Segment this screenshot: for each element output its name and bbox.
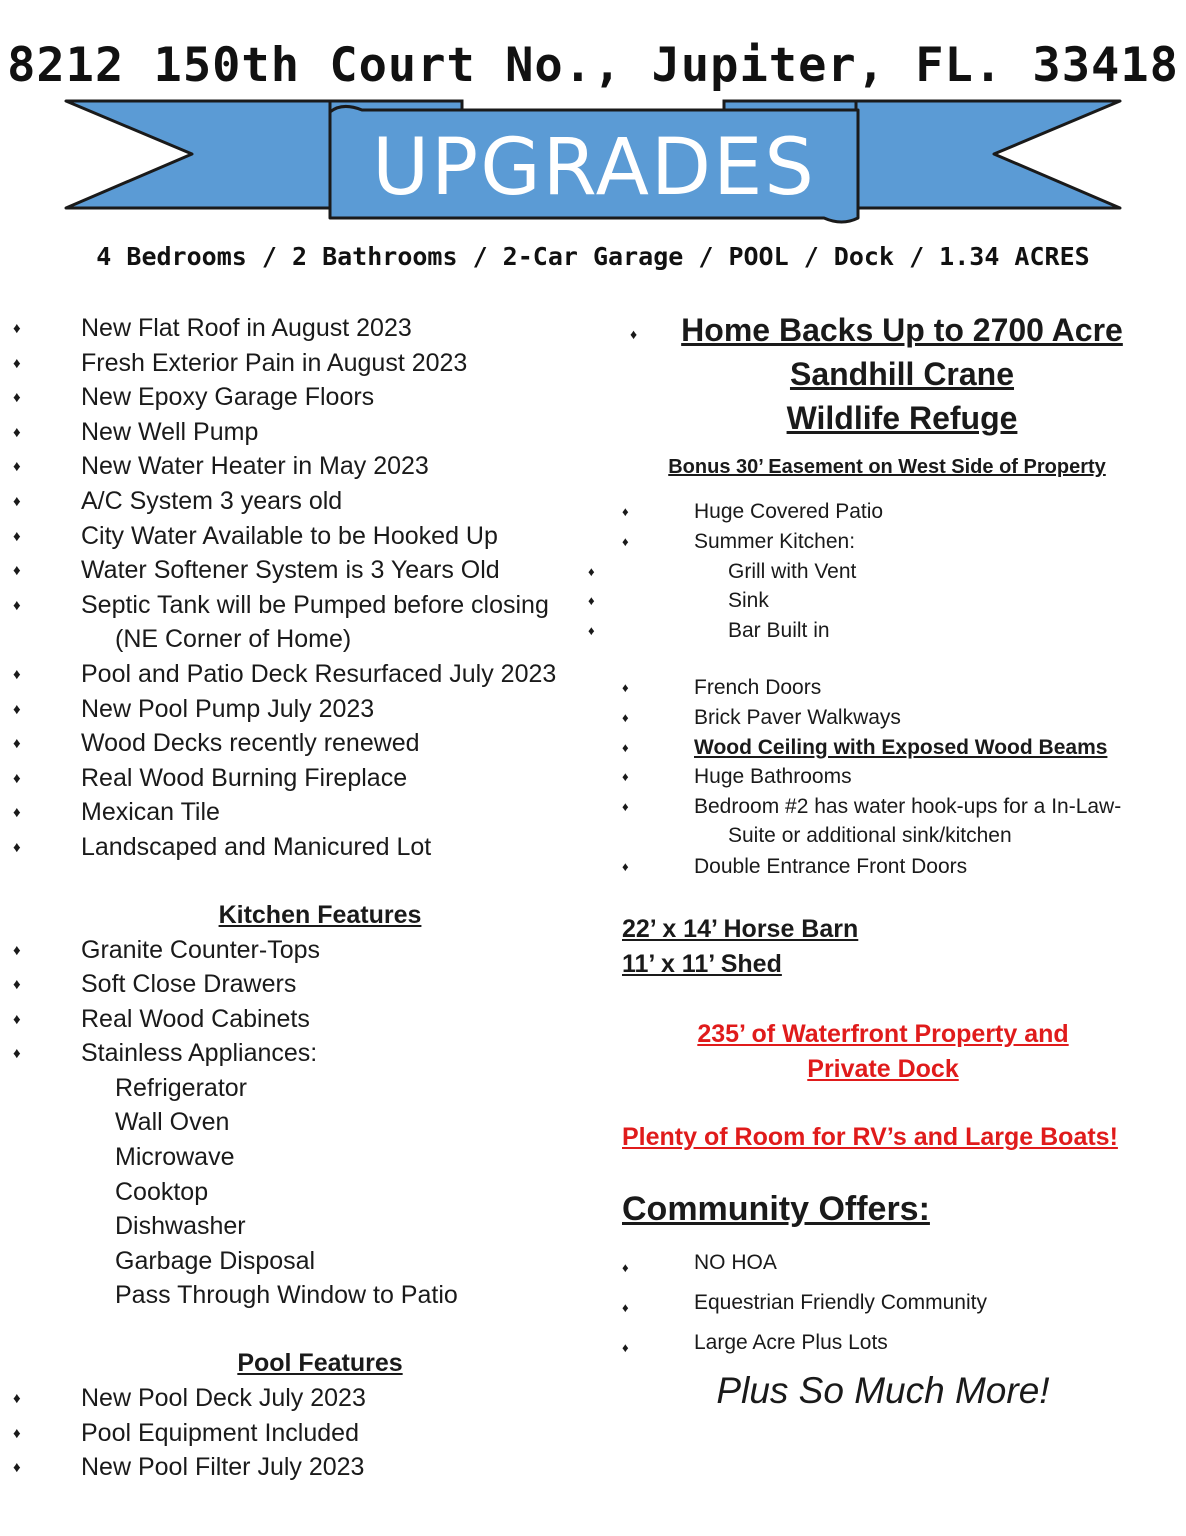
closing-tagline: Plus So Much More! xyxy=(716,1369,1050,1411)
waterfront-line: 235’ of Waterfront Property and xyxy=(697,1019,1069,1048)
list-item: ♦ Bedroom #2 has water hook-ups for a In-Law- xyxy=(658,792,1186,821)
list-item: ♦ New Epoxy Garage Floors xyxy=(47,380,647,415)
upgrades-list xyxy=(0,311,600,865)
list-item: ♦ Huge Bathrooms xyxy=(658,762,1186,792)
diamond-bullet-icon: ♦ xyxy=(13,458,21,476)
list-item: ♦ City Water Available to be Hooked Up xyxy=(47,519,647,554)
list-item: Refrigerator xyxy=(115,1073,247,1102)
list-item: ♦ Large Acre Plus Lots xyxy=(658,1323,1186,1363)
list-item: ♦ Wood Decks recently renewed xyxy=(47,726,647,761)
list-item: ♦ Water Softener System is 3 Years Old xyxy=(47,553,647,588)
diamond-bullet-icon: ♦ xyxy=(13,492,21,510)
horse-barn: 22’ x 14’ Horse Barn xyxy=(622,914,859,943)
list-item: ♦ Huge Covered Patio xyxy=(658,497,1186,527)
interior-list xyxy=(622,673,1162,882)
list-item: ♦ Equestrian Friendly Community xyxy=(658,1283,1186,1323)
diamond-bullet-icon: ♦ xyxy=(13,354,21,372)
diamond-bullet-icon: ♦ xyxy=(13,1045,21,1063)
list-item: ♦ Wood Ceiling with Exposed Wood Beams xyxy=(658,733,1186,763)
diamond-bullet-icon: ♦ xyxy=(588,593,595,609)
diamond-bullet-icon: ♦ xyxy=(622,1299,629,1315)
diamond-bullet-icon: ♦ xyxy=(13,320,21,337)
community-heading: Community Offers: xyxy=(622,1189,930,1228)
list-item: ♦ New Well Pump xyxy=(47,415,647,450)
diamond-bullet-icon: ♦ xyxy=(13,700,21,718)
list-item: ♦ Granite Counter-Tops xyxy=(47,933,647,968)
list-item: ♦ French Doors xyxy=(658,673,1186,703)
diamond-bullet-icon: ♦ xyxy=(622,739,629,755)
list-item: ♦ Brick Paver Walkways xyxy=(658,703,1186,733)
list-item: ♦ Septic Tank will be Pumped before closing xyxy=(47,588,647,623)
diamond-bullet-icon: ♦ xyxy=(622,769,629,785)
diamond-bullet-icon: ♦ xyxy=(13,804,21,822)
refuge-line: Sandhill Crane xyxy=(789,356,1015,392)
diamond-bullet-icon: ♦ xyxy=(13,665,21,683)
diamond-bullet-icon: ♦ xyxy=(13,976,21,994)
diamond-bullet-icon: ♦ xyxy=(622,859,629,875)
diamond-bullet-icon: ♦ xyxy=(622,1339,629,1355)
list-item: ♦ Real Wood Cabinets xyxy=(47,1002,647,1037)
diamond-bullet-icon: ♦ xyxy=(13,596,21,614)
property-specs: 4 Bedrooms / 2 Bathrooms / 2-Car Garage / POOL / Dock / 1.34 ACRES xyxy=(96,242,1090,271)
list-item: ♦ Double Entrance Front Doors xyxy=(658,852,1186,882)
diamond-bullet-icon: ♦ xyxy=(13,1459,21,1477)
diamond-bullet-icon: ♦ xyxy=(630,326,638,342)
list-item: Dishwasher xyxy=(115,1212,246,1241)
diamond-bullet-icon: ♦ xyxy=(13,527,21,545)
list-item: ♦ New Pool Filter July 2023 xyxy=(47,1450,647,1485)
list-item: Wall Oven xyxy=(115,1108,230,1137)
list-item: ♦ Landscaped and Manicured Lot xyxy=(47,830,647,865)
list-item: Microwave xyxy=(115,1143,235,1172)
outdoor-list xyxy=(588,497,1162,646)
property-address: 8212 150th Court No., Jupiter, FL. 33418 xyxy=(7,38,1179,93)
diamond-bullet-icon: ♦ xyxy=(13,735,21,753)
list-item: ♦ Pool and Patio Deck Resurfaced July 2023 xyxy=(47,657,647,692)
kitchen-heading: Kitchen Features xyxy=(218,900,422,929)
list-item: ♦ Stainless Appliances: xyxy=(47,1036,647,1071)
kitchen-list xyxy=(0,933,600,1314)
diamond-bullet-icon: ♦ xyxy=(13,562,21,580)
list-item: ♦ Soft Close Drawers xyxy=(47,967,647,1002)
list-item: ♦ Grill with Vent xyxy=(658,557,1186,587)
diamond-bullet-icon: ♦ xyxy=(588,623,595,639)
diamond-bullet-icon: ♦ xyxy=(13,423,21,441)
diamond-bullet-icon: ♦ xyxy=(13,1010,21,1028)
diamond-bullet-icon: ♦ xyxy=(622,799,629,815)
diamond-bullet-icon: ♦ xyxy=(13,838,21,856)
easement-note: Bonus 30’ Easement on West Side of Property xyxy=(668,456,1106,478)
pool-list xyxy=(0,1381,600,1485)
list-item: ♦ Real Wood Burning Fireplace xyxy=(47,761,647,796)
list-item: Cooktop xyxy=(115,1177,209,1206)
diamond-bullet-icon: ♦ xyxy=(622,679,629,695)
diamond-bullet-icon: ♦ xyxy=(622,1259,629,1275)
list-item: ♦ New Pool Deck July 2023 xyxy=(47,1381,647,1416)
shed: 11’ x 11’ Shed xyxy=(622,949,782,978)
diamond-bullet-icon: ♦ xyxy=(13,389,21,407)
diamond-bullet-icon: ♦ xyxy=(588,563,595,579)
diamond-bullet-icon: ♦ xyxy=(13,1390,21,1408)
list-item: ♦ A/C System 3 years old xyxy=(47,484,647,519)
waterfront-line: Private Dock xyxy=(807,1054,959,1083)
list-item: ♦ Summer Kitchen: xyxy=(658,527,1186,557)
diamond-bullet-icon: ♦ xyxy=(13,769,21,787)
right-column xyxy=(588,308,1162,1413)
list-item-continuation: (NE Corner of Home) xyxy=(115,625,352,654)
list-item: Garbage Disposal xyxy=(115,1246,316,1275)
list-item: ♦ Fresh Exterior Pain in August 2023 xyxy=(47,346,647,381)
list-item: ♦ New Flat Roof in August 2023 xyxy=(47,311,647,346)
list-item: ♦ NO HOA xyxy=(658,1243,1186,1283)
list-item: ♦ Bar Built in xyxy=(658,616,1186,646)
list-item-continuation: Suite or additional sink/kitchen xyxy=(728,824,1012,848)
diamond-bullet-icon: ♦ xyxy=(13,1424,21,1442)
diamond-bullet-icon: ♦ xyxy=(622,709,629,725)
community-list xyxy=(622,1243,1162,1363)
rv-note: Plenty of Room for RV’s and Large Boats! xyxy=(622,1122,1118,1151)
list-item: Pass Through Window to Patio xyxy=(115,1281,458,1310)
list-item: ♦ Mexican Tile xyxy=(47,795,647,830)
pool-heading: Pool Features xyxy=(237,1349,403,1378)
list-item: ♦ Pool Equipment Included xyxy=(47,1416,647,1451)
refuge-line: Wildlife Refuge xyxy=(786,400,1018,436)
diamond-bullet-icon: ♦ xyxy=(13,941,21,959)
banner-title: UPGRADES xyxy=(372,123,816,213)
list-item: ♦ Sink xyxy=(658,586,1186,616)
list-item: ♦ New Pool Pump July 2023 xyxy=(47,692,647,727)
left-column xyxy=(0,311,600,1485)
refuge-line: Home Backs Up to 2700 Acre xyxy=(681,312,1123,348)
diamond-bullet-icon: ♦ xyxy=(622,533,629,549)
diamond-bullet-icon: ♦ xyxy=(622,504,629,519)
list-item: ♦ New Water Heater in May 2023 xyxy=(47,449,647,484)
